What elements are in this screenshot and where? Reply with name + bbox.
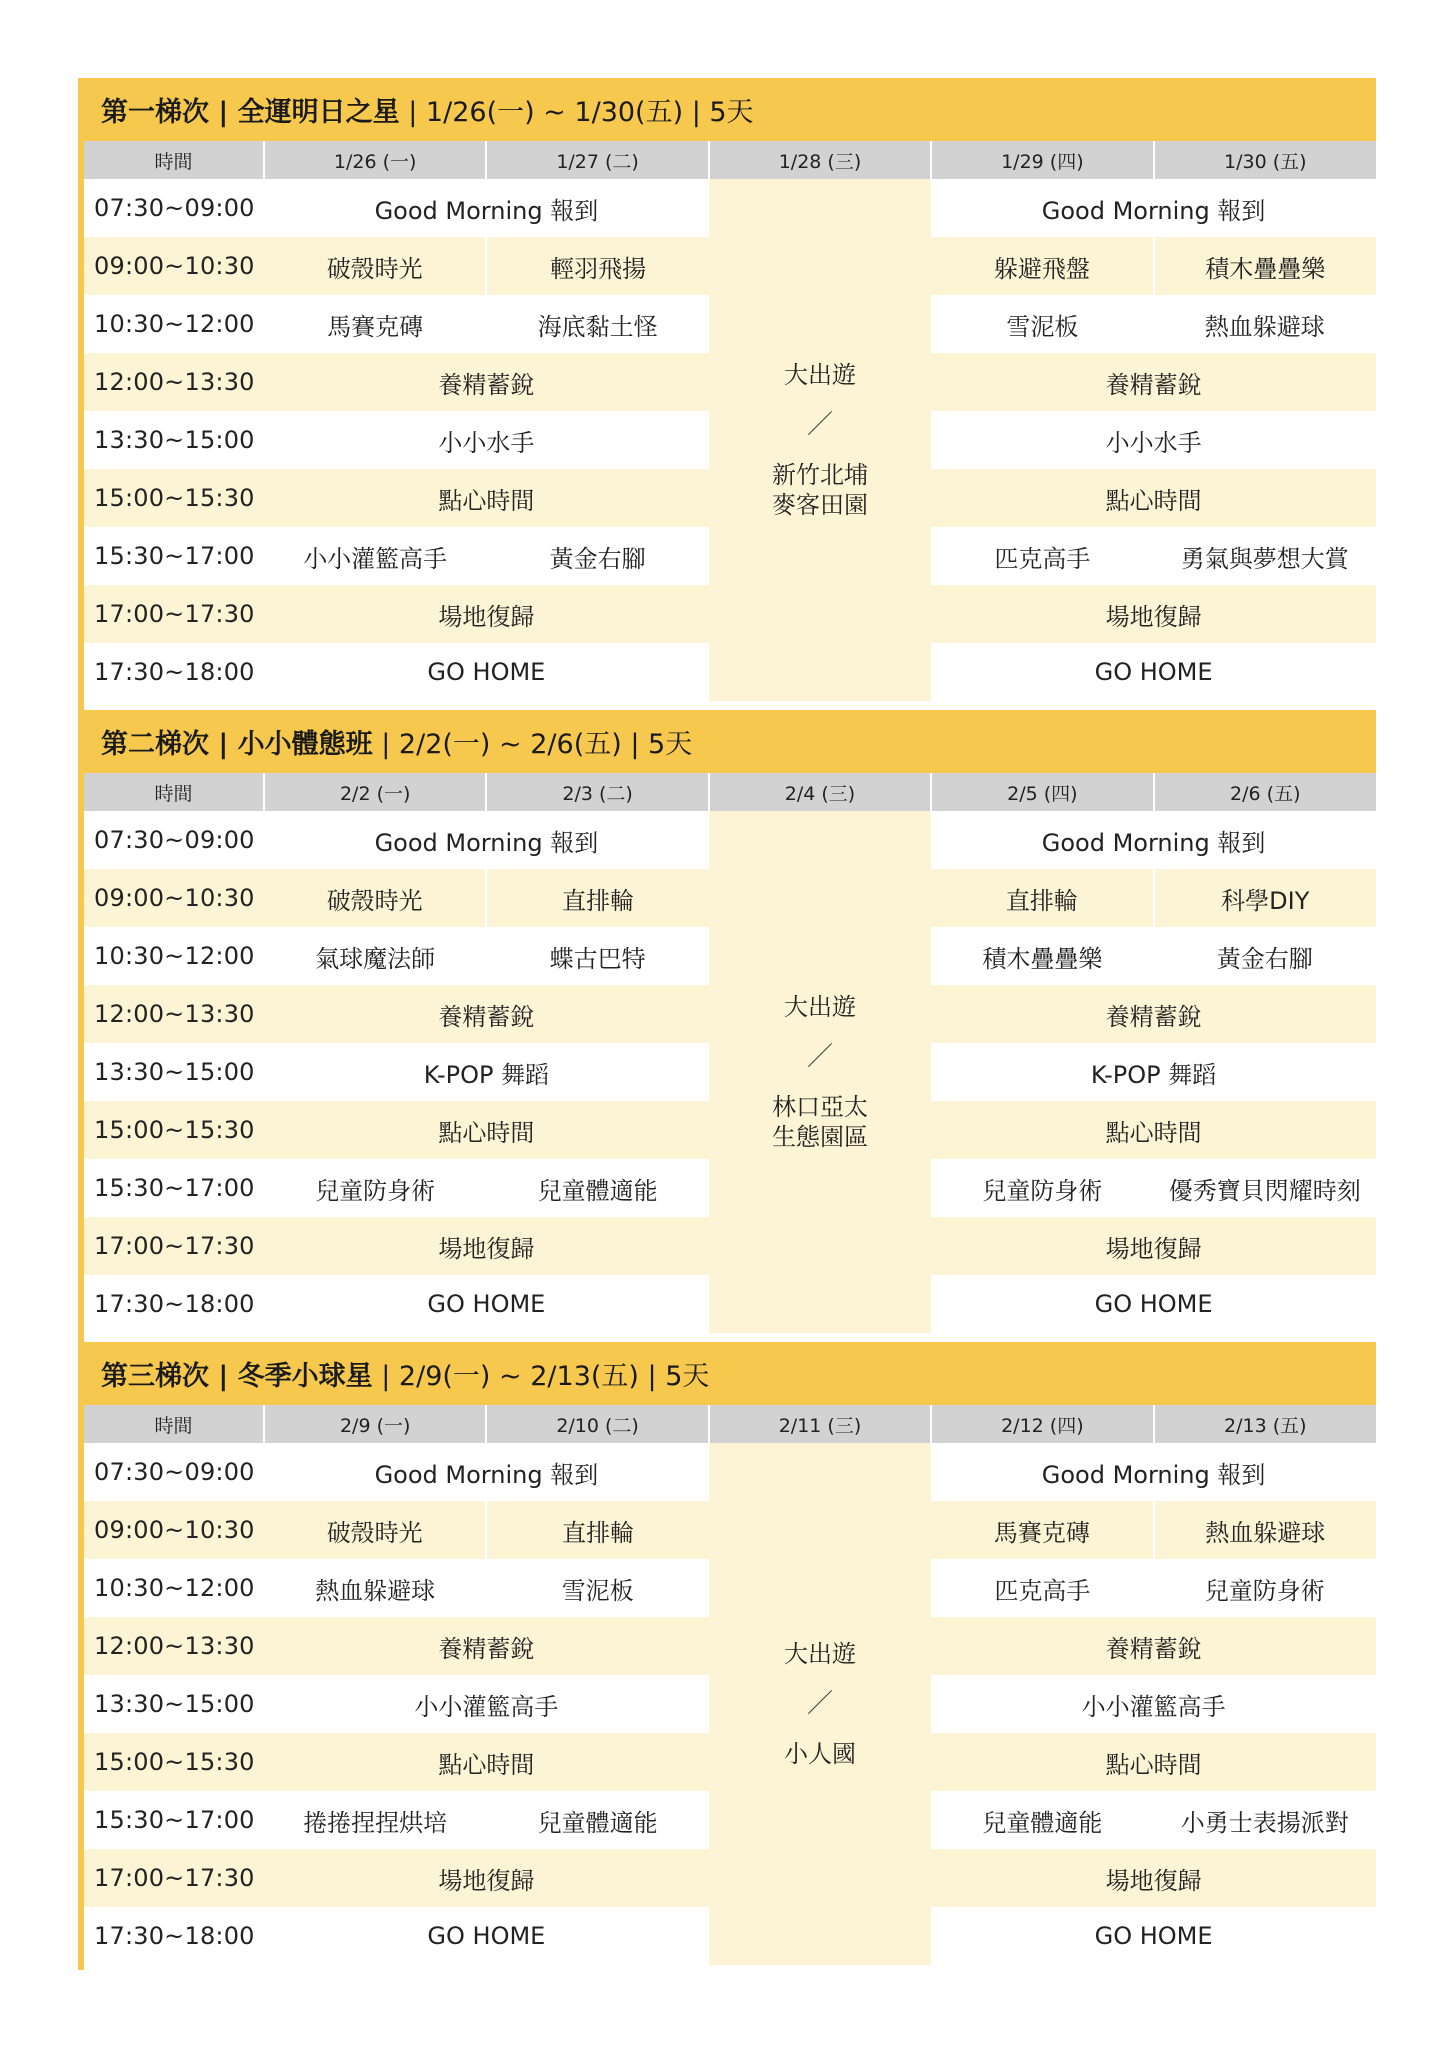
activity-cell-merged: GO HOME xyxy=(1094,1290,1213,1318)
time-slot: 17:00~17:30 xyxy=(84,1217,264,1275)
activity-cell: 匹克高手 xyxy=(994,1576,1091,1605)
schedule-table xyxy=(84,773,1376,1333)
activity-cell: 直排輪 xyxy=(931,869,1153,927)
time-column-header: 時間 xyxy=(84,1405,264,1443)
time-column-header: 時間 xyxy=(84,773,264,811)
time-slot: 10:30~12:00 xyxy=(94,310,255,338)
activity-cell: 海底黏土怪 xyxy=(537,312,658,341)
activity-cell-merged: Good Morning 報到 xyxy=(374,1460,599,1489)
schedule-section-1 xyxy=(84,78,1376,701)
field-trip-cell xyxy=(709,179,931,701)
time-slot: 07:30~09:00 xyxy=(94,194,255,222)
activity-cell: 優秀寶貝閃耀時刻 xyxy=(1168,1176,1361,1205)
activity-cell-merged: GO HOME xyxy=(427,1922,546,1950)
time-slot: 15:30~17:00 xyxy=(94,542,255,570)
time-slot: 12:00~13:30 xyxy=(84,353,264,411)
activity-cell-merged: K-POP 舞蹈 xyxy=(423,1060,550,1089)
trip-slash: ／ xyxy=(806,1042,833,1072)
time-slot: 13:30~15:00 xyxy=(94,426,255,454)
activity-cell-merged: 點心時間 xyxy=(264,1101,709,1159)
activity-cell-merged: 小小水手 xyxy=(438,428,535,457)
trip-location-line-2: 麥客田園 xyxy=(771,491,868,519)
field-trip-cell xyxy=(709,811,931,1333)
activity-cell: 躲避飛盤 xyxy=(931,237,1153,295)
activity-cell-merged: GO HOME xyxy=(427,658,546,686)
schedule-table xyxy=(84,141,1376,701)
activity-cell: 破殼時光 xyxy=(264,1501,486,1559)
time-slot: 15:00~15:30 xyxy=(84,469,264,527)
header-row xyxy=(84,1405,1376,1443)
day-column-header: 2/3 (二) xyxy=(486,773,708,811)
activity-cell-merged: 場地復歸 xyxy=(931,585,1376,643)
time-slot: 15:00~15:30 xyxy=(84,1733,264,1791)
time-slot: 07:30~09:00 xyxy=(94,826,255,854)
time-slot: 10:30~12:00 xyxy=(94,1574,255,1602)
activity-cell: 小小灌籃高手 xyxy=(303,544,448,573)
activity-cell: 氣球魔法師 xyxy=(315,944,436,973)
activity-cell-merged: 小小灌籃高手 xyxy=(1081,1692,1226,1721)
activity-cell: 破殼時光 xyxy=(264,869,486,927)
time-slot: 15:00~15:30 xyxy=(84,1101,264,1159)
activity-cell: 兒童防身術 xyxy=(982,1176,1103,1205)
header-row xyxy=(84,141,1376,179)
day-column-header: 1/29 (四) xyxy=(931,141,1153,179)
activity-cell-merged: 點心時間 xyxy=(931,1101,1376,1159)
time-slot: 17:00~17:30 xyxy=(84,1849,264,1907)
schedule-section-3 xyxy=(84,1342,1376,1965)
activity-cell-merged: 點心時間 xyxy=(264,469,709,527)
time-slot: 13:30~15:00 xyxy=(94,1690,255,1718)
activity-cell-merged: 養精蓄銳 xyxy=(264,353,709,411)
section-title-bar xyxy=(84,78,1376,141)
header-row xyxy=(84,773,1376,811)
day-column-header: 2/2 (一) xyxy=(264,773,486,811)
activity-cell-merged: 場地復歸 xyxy=(264,1849,709,1907)
activity-cell-merged: K-POP 舞蹈 xyxy=(1090,1060,1217,1089)
day-column-header: 1/28 (三) xyxy=(709,141,931,179)
activity-cell: 兒童體適能 xyxy=(537,1808,658,1837)
time-slot: 09:00~10:30 xyxy=(84,237,264,295)
time-slot: 15:30~17:00 xyxy=(94,1806,255,1834)
activity-cell: 黃金右腳 xyxy=(549,544,646,573)
activity-cell: 黃金右腳 xyxy=(1216,944,1313,973)
activity-cell-merged: Good Morning 報到 xyxy=(1041,196,1266,225)
activity-cell-merged: GO HOME xyxy=(1094,658,1213,686)
activity-cell-merged: GO HOME xyxy=(427,1290,546,1318)
day-column-header: 1/27 (二) xyxy=(486,141,708,179)
time-slot: 15:30~17:00 xyxy=(94,1174,255,1202)
section-title: 第一梯次 | 全運明日之星 xyxy=(101,97,400,128)
activity-cell-merged: Good Morning 報到 xyxy=(374,196,599,225)
activity-cell-merged: 點心時間 xyxy=(264,1733,709,1791)
activity-cell-merged: Good Morning 報到 xyxy=(1041,1460,1266,1489)
trip-title: 大出遊 xyxy=(783,1640,856,1668)
activity-cell-merged: 養精蓄銳 xyxy=(264,1617,709,1675)
day-column-header: 2/4 (三) xyxy=(709,773,931,811)
trip-slash: ／ xyxy=(806,410,833,440)
activity-cell: 馬賽克磚 xyxy=(327,312,424,341)
activity-cell: 破殼時光 xyxy=(264,237,486,295)
activity-cell: 熱血躲避球 xyxy=(315,1576,436,1605)
time-slot: 17:30~18:00 xyxy=(94,1922,255,1950)
time-slot: 17:30~18:00 xyxy=(94,1290,255,1318)
time-slot: 17:00~17:30 xyxy=(84,585,264,643)
time-slot: 12:00~13:30 xyxy=(84,985,264,1043)
activity-cell-merged: 點心時間 xyxy=(931,469,1376,527)
activity-cell: 輕羽飛揚 xyxy=(486,237,708,295)
field-trip-cell xyxy=(709,1443,931,1965)
trip-location-line-1: 小人國 xyxy=(783,1740,856,1768)
activity-cell-merged: 養精蓄銳 xyxy=(931,353,1376,411)
time-slot: 13:30~15:00 xyxy=(94,1058,255,1086)
activity-cell-merged: 養精蓄銳 xyxy=(931,1617,1376,1675)
time-slot: 17:30~18:00 xyxy=(94,658,255,686)
activity-cell-merged: 養精蓄銳 xyxy=(931,985,1376,1043)
trip-location-line-1: 林口亞太 xyxy=(771,1093,868,1121)
activity-cell: 積木疊疊樂 xyxy=(982,944,1103,973)
activity-cell-merged: 場地復歸 xyxy=(264,1217,709,1275)
day-column-header: 2/10 (二) xyxy=(486,1405,708,1443)
activity-cell: 馬賽克磚 xyxy=(931,1501,1153,1559)
day-column-header: 2/6 (五) xyxy=(1154,773,1376,811)
activity-cell: 科學DIY xyxy=(1154,869,1376,927)
time-slot: 10:30~12:00 xyxy=(94,942,255,970)
time-slot: 12:00~13:30 xyxy=(84,1617,264,1675)
activity-cell: 雪泥板 xyxy=(561,1576,634,1605)
activity-cell-merged: 場地復歸 xyxy=(931,1849,1376,1907)
activity-cell: 雪泥板 xyxy=(1006,312,1079,341)
activity-cell: 直排輪 xyxy=(486,1501,708,1559)
activity-cell-merged: 小小水手 xyxy=(1105,428,1202,457)
activity-cell-merged: GO HOME xyxy=(1094,1922,1213,1950)
day-column-header: 2/11 (三) xyxy=(709,1405,931,1443)
activity-cell-merged: 場地復歸 xyxy=(264,585,709,643)
section-date-range: | 2/2(一) ~ 2/6(五) | 5天 xyxy=(372,729,693,760)
time-slot: 09:00~10:30 xyxy=(84,1501,264,1559)
day-column-header: 2/5 (四) xyxy=(931,773,1153,811)
activity-cell: 蝶古巴特 xyxy=(549,944,646,973)
schedule-row xyxy=(84,811,1376,869)
section-date-range: | 1/26(一) ~ 1/30(五) | 5天 xyxy=(399,97,754,128)
activity-cell-merged: 場地復歸 xyxy=(931,1217,1376,1275)
trip-location-line-1: 新竹北埔 xyxy=(771,461,868,489)
activity-cell: 兒童體適能 xyxy=(982,1808,1103,1837)
day-column-header: 1/30 (五) xyxy=(1154,141,1376,179)
activity-cell-merged: 養精蓄銳 xyxy=(264,985,709,1043)
activity-cell-merged: 點心時間 xyxy=(931,1733,1376,1791)
trip-location-line-2: 生態園區 xyxy=(771,1123,868,1151)
section-title-bar xyxy=(84,1342,1376,1405)
section-title: 第三梯次 | 冬季小球星 xyxy=(101,1361,373,1392)
activity-cell: 捲捲捏捏烘培 xyxy=(303,1808,448,1837)
activity-cell: 積木疊疊樂 xyxy=(1154,237,1376,295)
schedule-table xyxy=(84,1405,1376,1965)
activity-cell-merged: Good Morning 報到 xyxy=(1041,828,1266,857)
activity-cell: 兒童體適能 xyxy=(537,1176,658,1205)
trip-title: 大出遊 xyxy=(783,993,856,1021)
schedule-section-2 xyxy=(84,710,1376,1333)
day-column-header: 1/26 (一) xyxy=(264,141,486,179)
activity-cell-merged: Good Morning 報到 xyxy=(374,828,599,857)
schedule-row xyxy=(84,1443,1376,1501)
day-column-header: 2/13 (五) xyxy=(1154,1405,1376,1443)
trip-title: 大出遊 xyxy=(783,361,856,389)
trip-slash: ／ xyxy=(806,1689,833,1719)
activity-cell: 兒童防身術 xyxy=(315,1176,436,1205)
activity-cell: 匹克高手 xyxy=(994,544,1091,573)
day-column-header: 2/9 (一) xyxy=(264,1405,486,1443)
section-title: 第二梯次 | 小小體態班 xyxy=(101,729,373,760)
time-column-header: 時間 xyxy=(84,141,264,179)
day-column-header: 2/12 (四) xyxy=(931,1405,1153,1443)
section-title-bar xyxy=(84,710,1376,773)
time-slot: 07:30~09:00 xyxy=(94,1458,255,1486)
activity-cell: 小勇士表揚派對 xyxy=(1180,1808,1349,1837)
time-slot: 09:00~10:30 xyxy=(84,869,264,927)
activity-cell: 熱血躲避球 xyxy=(1204,312,1325,341)
section-date-range: | 2/9(一) ~ 2/13(五) | 5天 xyxy=(372,1361,710,1392)
activity-cell: 勇氣與夢想大賞 xyxy=(1180,544,1349,573)
activity-cell: 兒童防身術 xyxy=(1204,1576,1325,1605)
activity-cell: 熱血躲避球 xyxy=(1154,1501,1376,1559)
schedule-row xyxy=(84,179,1376,237)
activity-cell-merged: 小小灌籃高手 xyxy=(414,1692,559,1721)
activity-cell: 直排輪 xyxy=(486,869,708,927)
